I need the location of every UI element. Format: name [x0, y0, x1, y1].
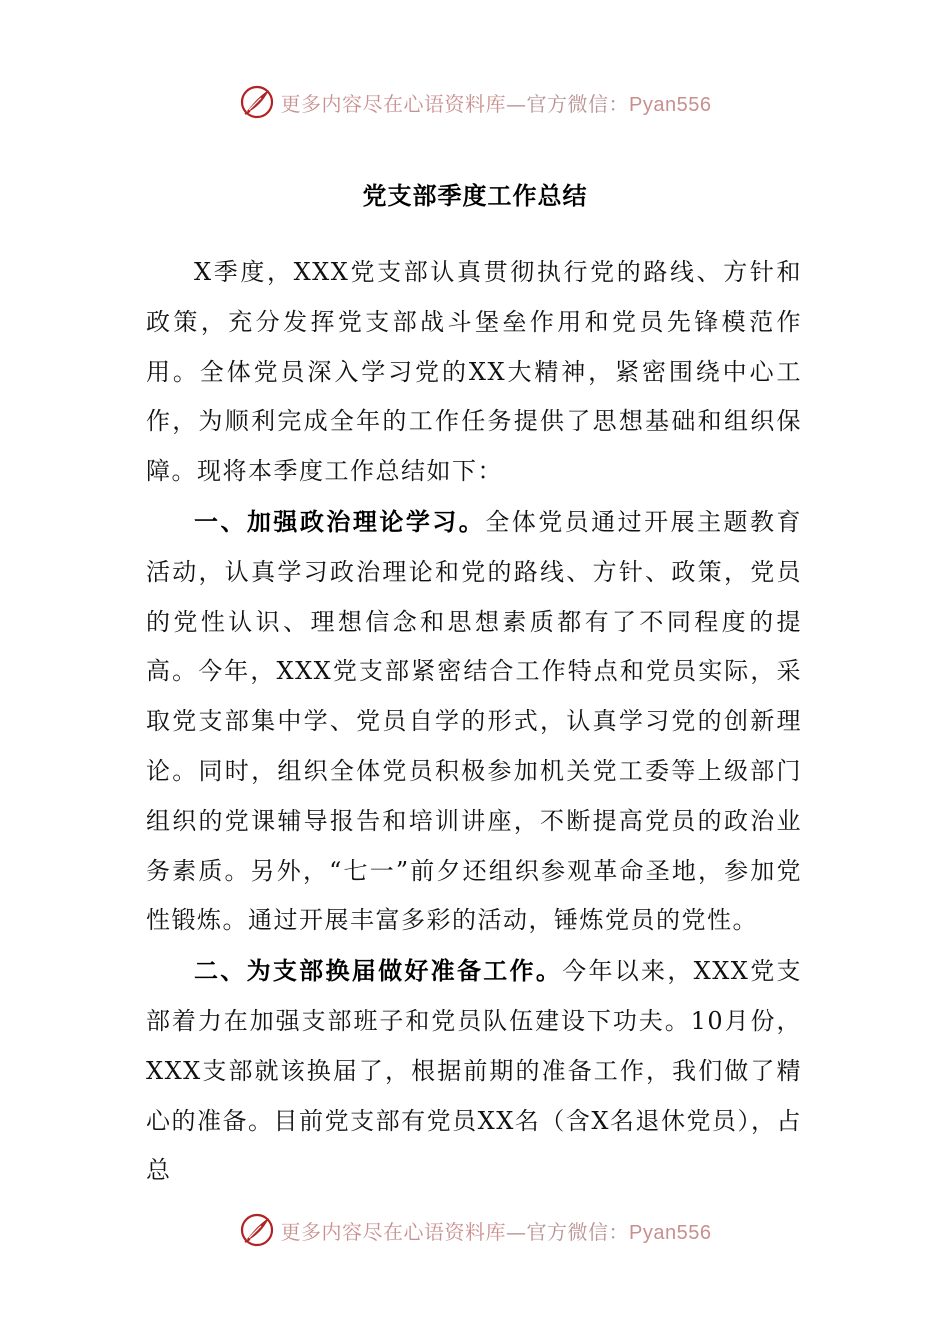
header-banner: [0, 82, 950, 122]
banner-content: [239, 84, 712, 120]
paragraph-text: X季度，XXX党支部认真贯彻执行党的路线、方针和政策，充分发挥党支部战斗堡垒作用和党员先锋模范作用。全体党员深入学习党的XX大精神，紧密围绕中心工作，为顺利完成全年的工作任务提供了思想基础和组织保障。现将本季度工作总结如下：: [146, 258, 802, 486]
section-heading: 一、加强政治理论学习。: [194, 506, 486, 536]
paragraph-text: 今年以来，XXX党支部着力在加强支部班子和党员队伍建设下功夫。10月份，XXX支部就该换届了，根据前期的准备工作，我们做了精心的准备。目前党支部有党员XX名（含X名退休党员），占总: [146, 957, 802, 1185]
paragraph-text: 全体党员通过开展主题教育活动，认真学习政治理论和党的路线、方针、政策，党员的党性认识、理想信念和思想素质都有了不同程度的提高。今年，XXX党支部紧密结合工作特点和党员实际，采取党支部集中学、党员自学的形式，认真学习党的创新理论。同时，组织全体党员积极参加机关党工委等上级部门组织的党课辅导报告和培训讲座，不断提高党员的政治业务素质。另外，“七一”前夕还组织参观革命圣地，参加党性锻炼。通过开展丰富多彩的活动，锤炼党员的党性。: [146, 507, 802, 935]
banner-text: [281, 1216, 712, 1245]
banner-slogan: 更多内容尽在心语资料库: [280, 1219, 507, 1244]
banner-separator: —: [506, 91, 527, 116]
banner-wechat-label: 官方微信：: [526, 1219, 630, 1244]
banner-content: [239, 1212, 712, 1248]
section-heading: 二、为支部换届做好准备工作。: [194, 956, 563, 986]
paragraph-intro: [146, 248, 802, 497]
banner-text: [281, 88, 712, 117]
banner-separator: —: [506, 1219, 527, 1244]
paragraph-section-1: [146, 497, 802, 946]
paragraph-section-2: [146, 946, 802, 1196]
quill-pen-logo-icon: [239, 1212, 275, 1248]
banner-slogan: 更多内容尽在心语资料库: [280, 91, 507, 116]
banner-wechat-id: Pyan556: [629, 1221, 712, 1244]
footer-banner: [0, 1210, 950, 1250]
document-title: 党支部季度工作总结: [362, 181, 588, 210]
document-body: [146, 248, 802, 1196]
banner-wechat-label: 官方微信：: [526, 91, 630, 116]
banner-wechat-id: Pyan556: [629, 93, 712, 116]
quill-pen-logo-icon: [239, 84, 275, 120]
